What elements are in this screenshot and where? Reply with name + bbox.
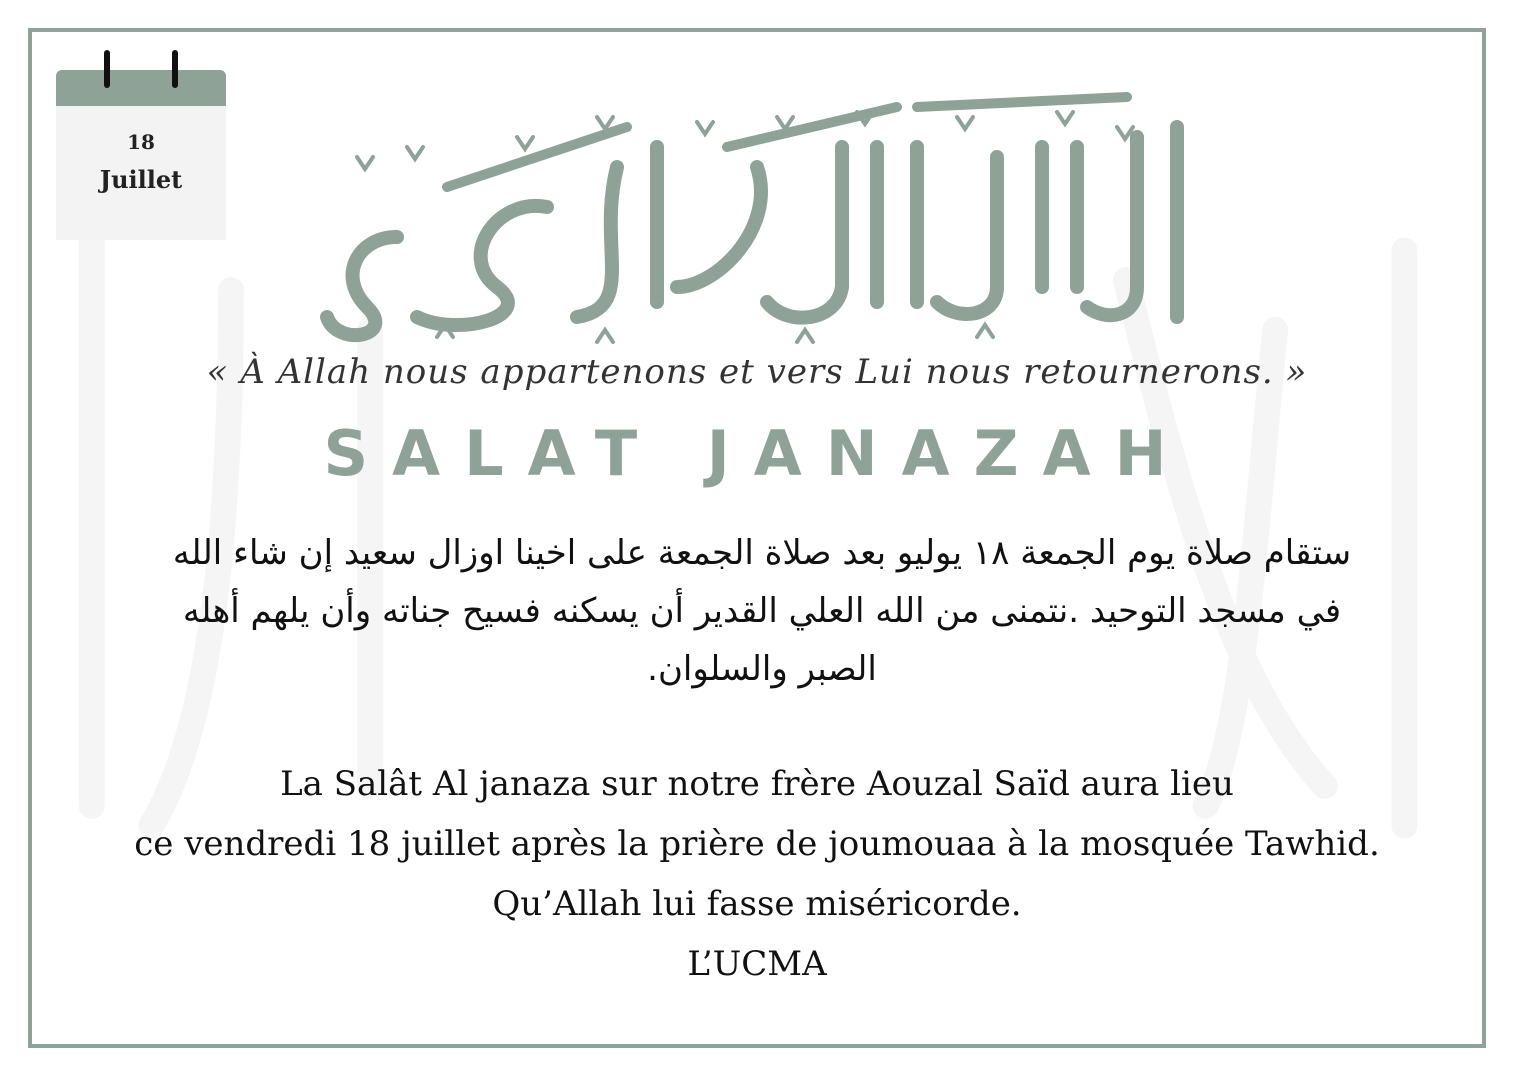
page-title: SALAT JANAZAH: [323, 417, 1191, 490]
calendar-header: [56, 70, 226, 106]
french-announcement: [32, 754, 1482, 994]
arabic-line: الصبر والسلوان.: [647, 649, 877, 689]
calendar-ring-icon: [104, 50, 110, 88]
calligraphy-inna-lillahi: [297, 87, 1217, 357]
calendar-month: Juillet: [99, 165, 183, 194]
arabic-line: في مسجد التوحيد .نتمنى من الله العلي القدير أن يسكنه فسيح جناته وأن يلهم أهله: [182, 591, 1342, 631]
calendar-ring-icon: [172, 50, 178, 88]
french-line: Qu’Allah lui fasse miséricorde.: [492, 884, 1022, 924]
arabic-announcement: [62, 524, 1462, 698]
calendar-date-badge: [56, 70, 226, 240]
arabic-line: ستقام صلاة يوم الجمعة ١٨ يوليو بعد صلاة الجمعة على اخينا اوزال سعيد إن شاء الله: [172, 533, 1352, 573]
calendar-day: 18: [127, 130, 155, 154]
translation-quote: « À Allah nous appartenons et vers Lui nous retournerons. »: [206, 352, 1308, 392]
french-line: ce vendredi 18 juillet après la prière de joumouaa à la mosquée Tawhid.: [134, 824, 1380, 864]
card-frame: [28, 28, 1486, 1048]
french-line: La Salât Al janaza sur notre frère Aouzal Saïd aura lieu: [280, 764, 1234, 804]
signature: L’UCMA: [687, 944, 827, 984]
